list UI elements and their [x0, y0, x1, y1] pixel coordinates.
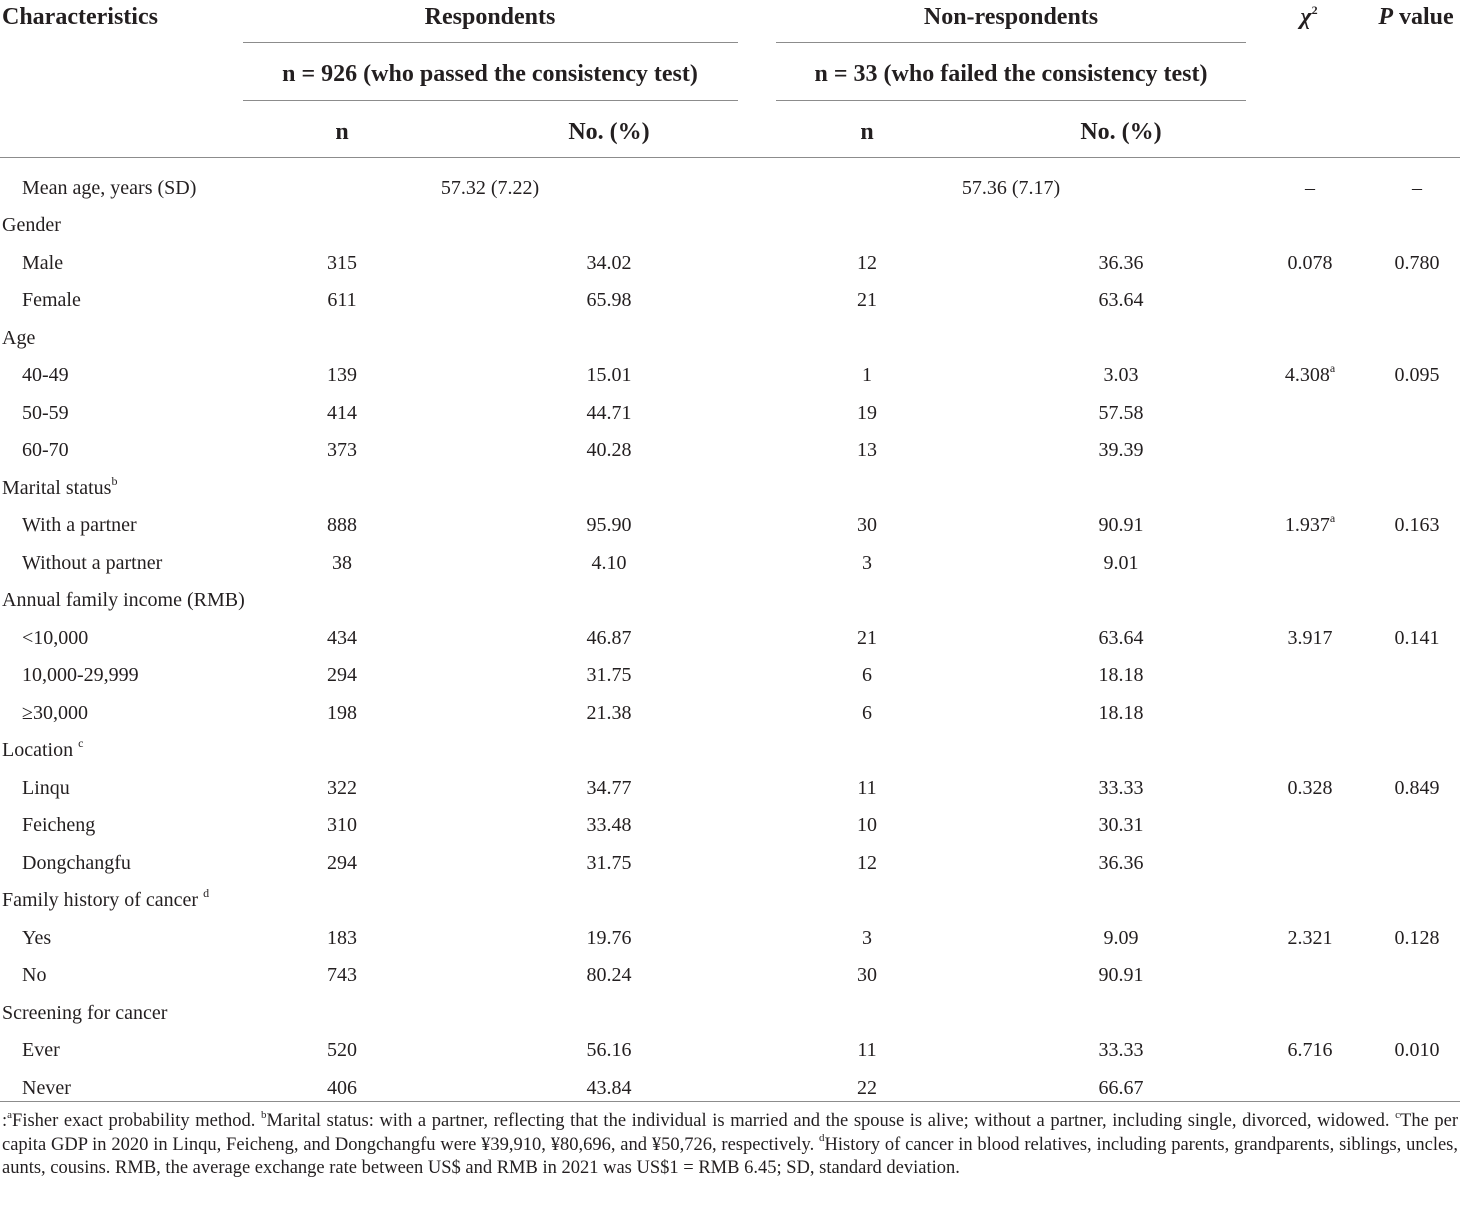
respondents-n-cell: 888: [327, 514, 357, 536]
row-label: [22, 775, 70, 801]
non-respondents-n-cell: 12: [857, 252, 877, 274]
label-text: Ever: [22, 1039, 60, 1061]
respondents-n-cell: 520: [327, 1039, 357, 1061]
non-respondents-subheader: n = 33 (who failed the consistency test): [814, 61, 1208, 87]
chi2-cell: [1288, 1037, 1333, 1063]
footnote-a-text: Fisher exact probability method.: [12, 1111, 262, 1131]
chi2-superscript: a: [1329, 361, 1336, 376]
non-respondents-pct-cell: 63.64: [1098, 627, 1144, 649]
respondents-pct-cell: 46.87: [586, 627, 632, 649]
label-text: No: [22, 964, 47, 986]
label-text: Annual family income (RMB): [2, 589, 245, 611]
non-respondents-pct-cell: 36.36: [1098, 852, 1144, 874]
row-label: [22, 962, 46, 988]
label-text: With a partner: [22, 514, 137, 536]
respondents-pct-cell: 43.84: [586, 1077, 632, 1099]
non-respondents-n-cell: 10: [857, 814, 877, 836]
row-label: [22, 550, 162, 576]
non-respondents-n-cell: 11: [857, 777, 877, 799]
label-text: 10,000-29,999: [22, 664, 139, 686]
non-respondents-pct-cell: 90.91: [1098, 964, 1144, 986]
non-respondents-n-cell: 11: [857, 1039, 877, 1061]
label-text: 60-70: [22, 439, 69, 461]
label-text: Male: [22, 252, 64, 274]
label-text: 50-59: [22, 402, 69, 424]
respondents-n-cell: 322: [327, 777, 357, 799]
respondents-rule: [243, 42, 738, 43]
footnote-b-sup: b: [261, 1108, 267, 1121]
row-label: [22, 1075, 71, 1101]
respondents-pct-cell: 40.28: [586, 439, 632, 461]
chi2-superscript: a: [1329, 511, 1336, 526]
respondents-subheader: n = 926 (who passed the consistency test): [282, 61, 698, 87]
header-respondents: Respondents: [424, 4, 556, 30]
footnote-b-text: Marital status: with a partner, reflecting that the individual is married and the spouse is alive; without a partner, including single, divorced, widowed.: [266, 1111, 1396, 1131]
respondents-n-cell: 183: [327, 927, 357, 949]
respondents-pct-cell: 34.02: [586, 252, 632, 274]
label-text: Screening for cancer: [2, 1002, 168, 1024]
label-superscript: d: [203, 886, 210, 901]
header-non-respondents: Non-respondents: [923, 4, 1099, 30]
col-non-respondents-pct: No. (%): [1080, 119, 1162, 145]
p-rest: value: [1393, 4, 1454, 30]
p-value-cell: 0.849: [1394, 777, 1440, 799]
group-label: [2, 737, 83, 763]
non-respondents-pct-cell: 33.33: [1098, 1039, 1144, 1061]
respondents-n-cell: 315: [327, 252, 357, 274]
row-label: [22, 250, 63, 276]
label-text: Female: [22, 289, 81, 311]
non-respondents-pct-cell: 18.18: [1098, 664, 1144, 686]
label-text: Yes: [22, 927, 52, 949]
respondents-n-cell: 310: [327, 814, 357, 836]
group-label: [2, 325, 35, 351]
respondents-pct-cell: 56.16: [586, 1039, 632, 1061]
footnote-d-text: History of cancer in blood relatives, including parents, grandparents, siblings, uncles, aunts, cousins. RMB, the average exchange rate between US$ and RMB in 2021 was US$1 = RMB 6.45; SD, standard deviation.: [2, 1134, 1458, 1178]
respondents-n-cell: 373: [327, 439, 357, 461]
respondents-n-cell: 611: [327, 289, 357, 311]
chi2-cell: [1288, 250, 1333, 276]
col-respondents-n: n: [335, 119, 349, 145]
non-respondents-pct-cell: 3.03: [1103, 364, 1139, 386]
respondents-pct-cell: 44.71: [586, 402, 632, 424]
row-label: [22, 850, 131, 876]
chi2-cell: [1285, 512, 1335, 538]
non-respondents-n-cell: 22: [857, 1077, 877, 1099]
respondents-pct-cell: 15.01: [586, 364, 632, 386]
respondents-n-cell: 414: [327, 402, 357, 424]
respondents-n-cell: 139: [327, 364, 357, 386]
chi2-value: 2.321: [1287, 927, 1333, 949]
chi2-value: 0.078: [1287, 252, 1333, 274]
mean-age-label: Mean age, years (SD): [22, 177, 197, 199]
non-respondents-n-cell: 6: [862, 702, 872, 724]
respondents-pct-cell: 19.76: [586, 927, 632, 949]
chi-superscript: 2: [1311, 3, 1318, 17]
label-text: Family history of cancer: [2, 889, 204, 911]
mean-age-respondents: 57.32 (7.22): [440, 177, 540, 199]
label-text: Feicheng: [22, 814, 96, 836]
row-label: [22, 362, 69, 388]
respondents-pct-cell: 80.24: [586, 964, 632, 986]
non-respondents-n-cell: 13: [857, 439, 877, 461]
chi2-cell: [1288, 775, 1333, 801]
footnote-d-sup: d: [819, 1132, 825, 1145]
p-value-cell: 0.163: [1394, 514, 1440, 536]
non-respondents-n-cell: 12: [857, 852, 877, 874]
respondents-n-cell: 294: [327, 852, 357, 874]
label-text: Never: [22, 1077, 71, 1099]
respondents-pct-cell: 31.75: [586, 664, 632, 686]
label-text: Dongchangfu: [22, 852, 131, 874]
non-respondents-pct-cell: 36.36: [1098, 252, 1144, 274]
row-label: [22, 287, 81, 313]
row-label: [22, 812, 95, 838]
col-non-respondents-n: n: [860, 119, 874, 145]
p-italic: P: [1378, 4, 1393, 30]
group-label: [2, 887, 209, 913]
label-text: Without a partner: [22, 552, 163, 574]
table-footnote: [2, 1110, 1458, 1181]
row-label: [22, 400, 69, 426]
respondents-sub-rule: [243, 100, 738, 101]
label-text: <10,000: [22, 627, 89, 649]
respondents-n-cell: 406: [327, 1077, 357, 1099]
label-text: ≥30,000: [22, 702, 88, 724]
chi2-cell: [1285, 362, 1335, 388]
row-label: [22, 625, 88, 651]
chi2-value: 6.716: [1287, 1039, 1333, 1061]
label-text: 40-49: [22, 364, 69, 386]
respondents-n-cell: 294: [327, 664, 357, 686]
non-respondents-n-cell: 21: [857, 289, 877, 311]
group-label: [2, 212, 61, 238]
chi2-cell: [1288, 925, 1333, 951]
respondents-pct-cell: 21.38: [586, 702, 632, 724]
respondents-pct-cell: 4.10: [591, 552, 627, 574]
non-respondents-n-cell: 30: [857, 514, 877, 536]
label-text: Age: [2, 327, 36, 349]
label-text: Gender: [2, 214, 61, 236]
label-text: Location: [2, 739, 79, 761]
non-respondents-pct-cell: 39.39: [1098, 439, 1144, 461]
header-chi-square: [1300, 2, 1317, 32]
respondents-pct-cell: 31.75: [586, 852, 632, 874]
p-value-cell: 0.141: [1394, 627, 1440, 649]
non-respondents-rule: [776, 42, 1246, 43]
chi-symbol: χ: [1300, 4, 1312, 30]
header-characteristics: Characteristics: [2, 4, 158, 30]
p-value-cell: 0.010: [1394, 1039, 1440, 1061]
footnote-c-sup: c: [1395, 1108, 1401, 1121]
row-label: [22, 925, 51, 951]
non-respondents-n-cell: 3: [862, 552, 872, 574]
group-label: [2, 587, 245, 613]
col-respondents-pct: No. (%): [568, 119, 650, 145]
label-text: Linqu: [22, 777, 70, 799]
non-respondents-pct-cell: 9.09: [1103, 927, 1139, 949]
non-respondents-n-cell: 30: [857, 964, 877, 986]
non-respondents-pct-cell: 90.91: [1098, 514, 1144, 536]
row-label: [22, 512, 137, 538]
non-respondents-pct-cell: 33.33: [1098, 777, 1144, 799]
respondents-n-cell: 38: [332, 552, 352, 574]
group-label: [2, 475, 117, 501]
label-text: Marital status: [2, 477, 112, 499]
row-label: [22, 1037, 60, 1063]
footnote-c-text: The per capita GDP in 2020 in Linqu, Feicheng, and Dongchangfu were ¥39,910, ¥80,696, and ¥50,726, respectively.: [2, 1111, 1458, 1155]
non-respondents-pct-cell: 9.01: [1103, 552, 1139, 574]
non-respondents-n-cell: 3: [862, 927, 872, 949]
non-respondents-n-cell: 1: [862, 364, 872, 386]
respondents-n-cell: 198: [327, 702, 357, 724]
p-value-cell: 0.095: [1394, 364, 1440, 386]
header-p-value: [1378, 2, 1453, 32]
non-respondents-n-cell: 6: [862, 664, 872, 686]
chi2-value: 4.308: [1284, 364, 1330, 386]
non-respondents-pct-cell: 63.64: [1098, 289, 1144, 311]
respondents-n-cell: 743: [327, 964, 357, 986]
chi2-value: 0.328: [1287, 777, 1333, 799]
mean-age-p: –: [1412, 177, 1422, 199]
table-bottom-rule: [0, 1101, 1460, 1102]
non-respondents-pct-cell: 57.58: [1098, 402, 1144, 424]
chi2-value: 3.917: [1287, 627, 1333, 649]
p-value-cell: 0.128: [1394, 927, 1440, 949]
mean-age-chi2: –: [1305, 177, 1315, 199]
non-respondents-n-cell: 21: [857, 627, 877, 649]
non-respondents-sub-rule: [776, 100, 1246, 101]
respondents-pct-cell: 95.90: [586, 514, 632, 536]
footnote-a-sup: a: [7, 1108, 13, 1121]
group-label: [2, 1000, 167, 1026]
row-label: [22, 700, 88, 726]
row-label: [22, 662, 139, 688]
label-superscript: c: [78, 736, 84, 751]
chi2-value: 1.937: [1284, 514, 1330, 536]
row-label: [22, 437, 69, 463]
chi2-cell: [1288, 625, 1333, 651]
non-respondents-n-cell: 19: [857, 402, 877, 424]
non-respondents-pct-cell: 30.31: [1098, 814, 1144, 836]
respondents-pct-cell: 34.77: [586, 777, 632, 799]
label-superscript: b: [111, 474, 118, 489]
respondents-n-cell: 434: [327, 627, 357, 649]
non-respondents-pct-cell: 18.18: [1098, 702, 1144, 724]
respondents-pct-cell: 33.48: [586, 814, 632, 836]
respondents-pct-cell: 65.98: [586, 289, 632, 311]
mean-age-non-respondents: 57.36 (7.17): [961, 177, 1061, 199]
header-bottom-rule: [0, 157, 1460, 158]
footnote-prefix: :: [2, 1111, 8, 1131]
p-value-cell: 0.780: [1394, 252, 1440, 274]
non-respondents-pct-cell: 66.67: [1098, 1077, 1144, 1099]
